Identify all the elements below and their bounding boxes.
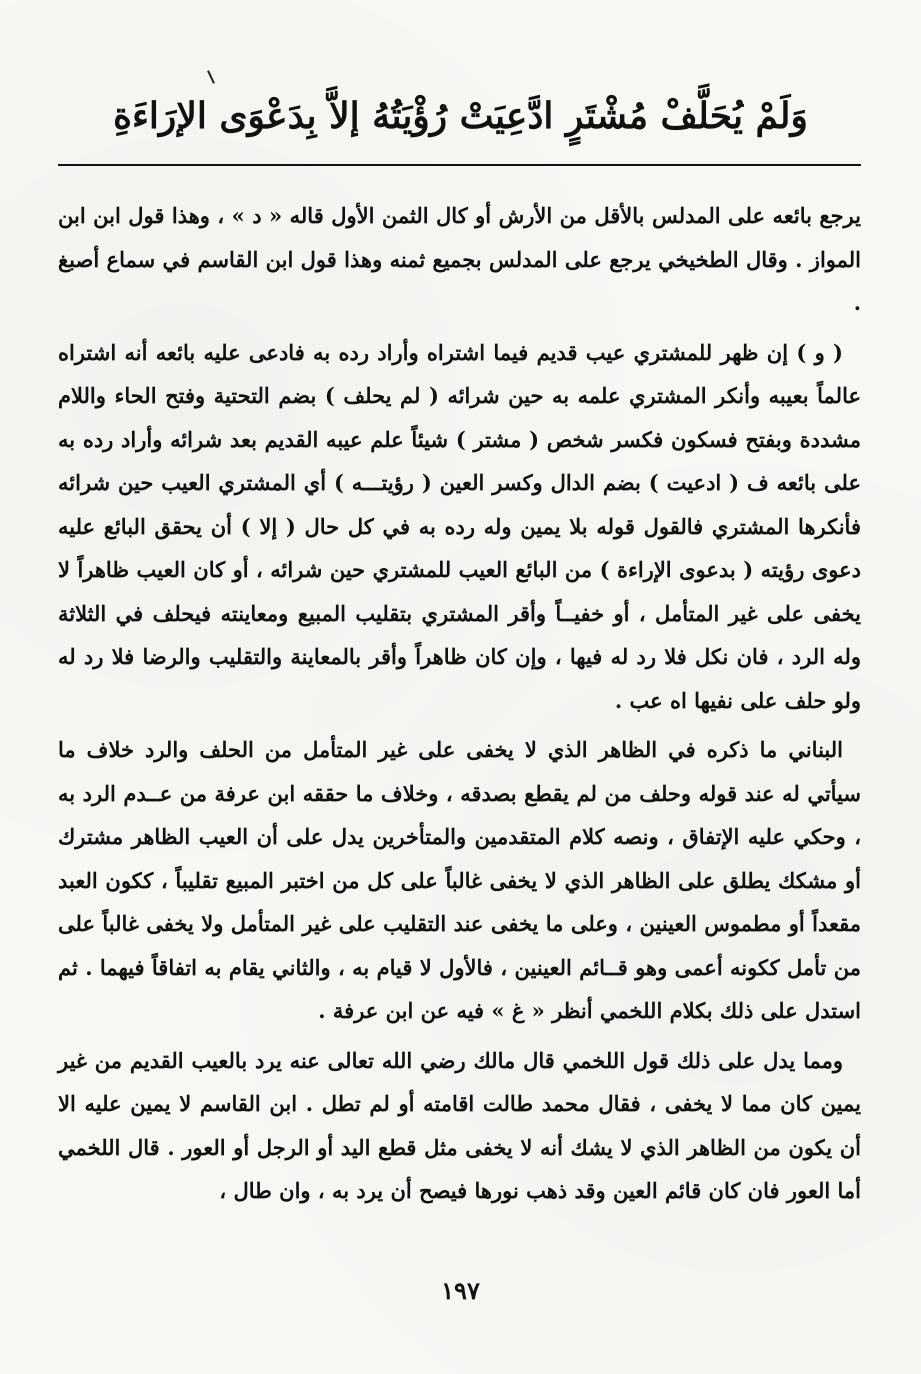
header-rule [58,164,861,166]
page-number: ١٩٧ [441,1276,480,1305]
ink-mark [207,70,215,84]
paragraph-3: البناني ما ذكره في الظاهر الذي لا يخفى على غير المتأمل من الحلف والرد خلاف ما سيأتي له عند قوله وحلف من لم يقطع بصدقه ، وخلاف ما حققه ابن عرفة من عــدم الرد به ، وحكي عليه الإتفاق ، ونصه كلام المتقدمين والمتأخرين يدل على أن العيب الظاهر مشترك أو مشكك يطلق على الظاهر الذي لا يخفى غالباً على كل من اختبر المبيع تقليباً ، ككون العبد مقعداً أو مطموس العينين ، وعلى ما يخفى عند التقليب على غير المتأمل ولا يخفى غالباً على من تأمل ككونه أعمى وهو قــائم العينين ، فالأول لا قيام به ، والثاني يقام به اتفاقاً فيهما . ثم استدل على ذلك بكلام اللخمي أنظر « غ » فيه عن ابن عرفة . [58,737,861,1023]
paragraph-2: ( و ) إن ظهر للمشتري عيب قديم فيما اشتراه وأراد رده به فادعى عليه بائعه أنه اشتراه عالماً بعيبه وأنكر المشتري علمه به حين شرائه ( لم يحلف ) بضم التحتية وفتح الحاء واللام مشددة وبفتح فسكون فكسر شخص ( مشتر ) شيئاً علم عيبه القديم بعد شرائه وأراد رده به على بائعه ف ( ادعيت ) بضم الدال وكسر العين ( رؤيتـــه ) أي المشتري العيب حين شرائه فأنكرها المشتري فالقول قوله بلا يمين وله رده به في كل حال ( إلا ) أن يحقق البائع عليه دعوى رؤيته ( بدعوى الإراءة ) من البائع العيب للمشتري حين شرائه ، أو كان العيب ظاهراً لا يخفى على غير المتأمل ، أو خفيــاً وأقر المشتري بتقليب المبيع ومعاينته فيحلف في الثلاثة وله الرد ، فان نكل فلا رد له فيها ، وإن كان ظاهراً وأقر بالمعاينة والتقليب والرضا فلا رد له ولو حلف على نفيها اه عب . [58,339,861,713]
paragraph-4: ومما يدل على ذلك قول اللخمي قال مالك رضي الله تعالى عنه يرد بالعيب القديم من غير يمين كان مما لا يخفى ، فقال محمد طالت اقامته أو لم تطل . ابن القاسم لا يمين عليه الا أن يكون من الظاهر الذي لا يشك أنه لا يخفى مثل قطع اليد أو الرجل أو العور . قال اللخمي أما العور فان كان قائم العين وقد ذهب نورها فيصح أن يرد به ، وان طال ، [58,1047,861,1203]
verse-heading: وَلَمْ يُحَلَّفْ مُشْتَرٍ ادَّعِيَتْ رُؤْيَتُهُ إلاَّ بِدَعْوَى الإرَاءَةِ [113,95,808,137]
paragraph-1: يرجع بائعه على المدلس بالأقل من الأرش أو كال الثمن الأول قاله « د » ، وهذا قول ابن ابن المواز . وقال الطخيخي يرجع على المدلس بجميع ثمنه وهذا قول ابن القاسم في سماع أصبغ . [58,203,861,315]
commentary-body [58,194,861,1213]
